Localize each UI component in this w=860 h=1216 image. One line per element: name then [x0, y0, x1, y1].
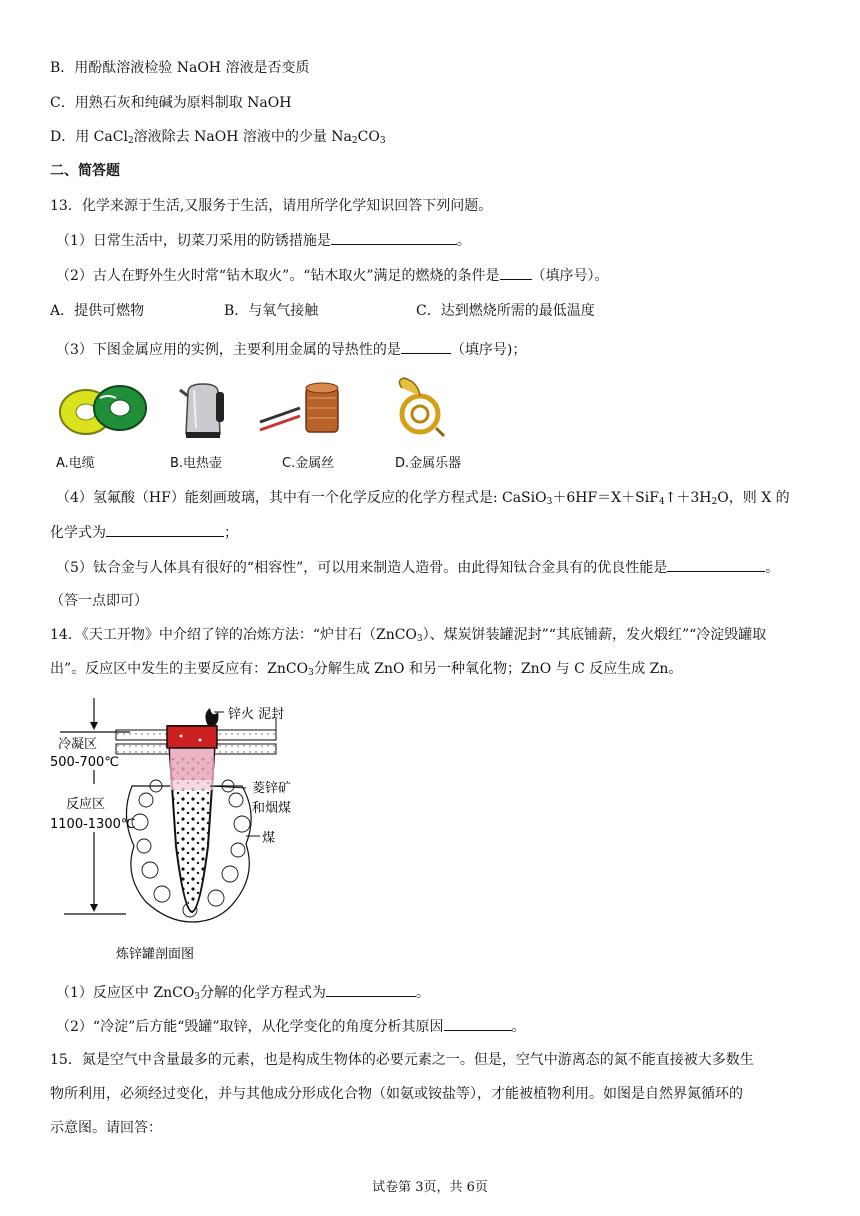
label-reaction-zone: 反应区	[66, 797, 106, 812]
image-caption: B.电热壶	[170, 456, 223, 471]
answer-blank[interactable]	[106, 522, 224, 537]
q13-part5: （5）钛合金与人体具有很好的“相容性”，可以用来制造人造骨。由此得知钛合金具有的优良性能是 。	[56, 557, 779, 578]
q13-option-b: B．与氧气接触	[224, 303, 319, 319]
answer-blank[interactable]	[500, 265, 532, 280]
image-caption: C.金属丝	[282, 456, 335, 471]
horn-icon	[392, 374, 452, 442]
page-footer: 试卷第 3页，共 6页	[372, 1180, 488, 1195]
option-b: B．用酚酞溶液检验 NaOH 溶液是否变质	[50, 60, 310, 76]
q14-line2: 出”。反应区中发生的主要反应有：ZnCO$_3$分解生成 ZnO 和另一种氧化物；ZnO 与 C 反应生成 Zn。	[50, 661, 683, 678]
cable-icon	[56, 378, 152, 442]
option-d: D．用 CaCl$_2$溶液除去 NaOH 溶液中的少量 $Na_2CO_3$	[50, 129, 386, 146]
answer-blank[interactable]	[444, 1016, 512, 1031]
q15-line1: 15．氮是空气中含量最多的元素，也是构成生物体的必要元素之一。但是，空气中游离态的氮不能直接被大多数生	[50, 1052, 754, 1068]
image-caption: A.电缆	[56, 456, 95, 471]
answer-blank[interactable]	[331, 230, 457, 245]
label-condense-zone: 冷凝区	[58, 737, 98, 752]
label-ore-coal: 和烟煤	[252, 801, 292, 816]
answer-blank[interactable]	[667, 557, 765, 572]
q13-part3: （3）下图金属应用的实例，主要利用金属的导热性的是 （填序号)；	[56, 339, 526, 360]
zinc-crucible-figure	[50, 696, 330, 966]
q13-option-c: C．达到燃烧所需的最低温度	[416, 303, 595, 319]
q13-part4-line2: 化学式为 ；	[50, 522, 238, 543]
section-heading: 二、简答题	[50, 163, 120, 179]
q13-part4-line1: （4）氢氟酸（HF）能刻画玻璃，其中有一个化学反应的化学方程式是: $CaSiO_3+6HF=X+SiF_4↑+3H_2O$，则 X 的	[56, 490, 790, 507]
q14-part2: （2）“冷淀”后方能“毁罐”取锌，从化学变化的角度分析其原因 。	[56, 1016, 526, 1037]
q15-line3: 示意图。请回答：	[50, 1120, 162, 1136]
label-reaction-temp: 1100-1300℃	[50, 817, 136, 832]
q13-stem: 13．化学来源于生活,又服务于生活，请用所学化学知识回答下列问题。	[50, 198, 493, 214]
q15-line2: 物所利用，必须经过变化，并与其他成分形成化合物（如氨或铵盐等），才能被植物利用。如图是自然界氮循环的	[50, 1086, 743, 1102]
label-ore: 菱锌矿	[252, 781, 292, 796]
kettle-icon	[178, 378, 228, 442]
answer-blank[interactable]	[401, 339, 451, 354]
answer-blank[interactable]	[326, 982, 416, 997]
option-c: C．用熟石灰和纯碱为原料制取 NaOH	[50, 95, 292, 111]
q13-option-a: A．提供可燃物	[50, 303, 145, 319]
label-zinc-fire-seal: 锌火 泥封	[228, 707, 285, 722]
q13-part2: （2）古人在野外生火时常“钻木取火”。“钻木取火”满足的燃烧的条件是 （填序号）。	[56, 265, 609, 286]
q14-line1: 14．《天工开物》中介绍了锌的冶炼方法：“炉甘石（ZnCO$_3$）、煤炭饼装罐泥封”“其底铺薪，发火煅红”“冷淀毁罐取	[50, 627, 767, 644]
q13-part5-note: （答一点即可）	[50, 593, 148, 609]
figure-caption: 炼锌罐剖面图	[116, 947, 195, 962]
label-coal: 煤	[262, 831, 276, 846]
q14-part1: （1）反应区中 ZnCO$_3$分解的化学方程式为 。	[56, 982, 430, 1007]
label-condense-temp: 500-700℃	[50, 755, 119, 770]
image-caption: D.金属乐器	[395, 456, 462, 471]
q13-part1: （1）日常生活中，切菜刀采用的防锈措施是 。	[56, 230, 471, 251]
metal-wire-icon	[256, 378, 346, 442]
